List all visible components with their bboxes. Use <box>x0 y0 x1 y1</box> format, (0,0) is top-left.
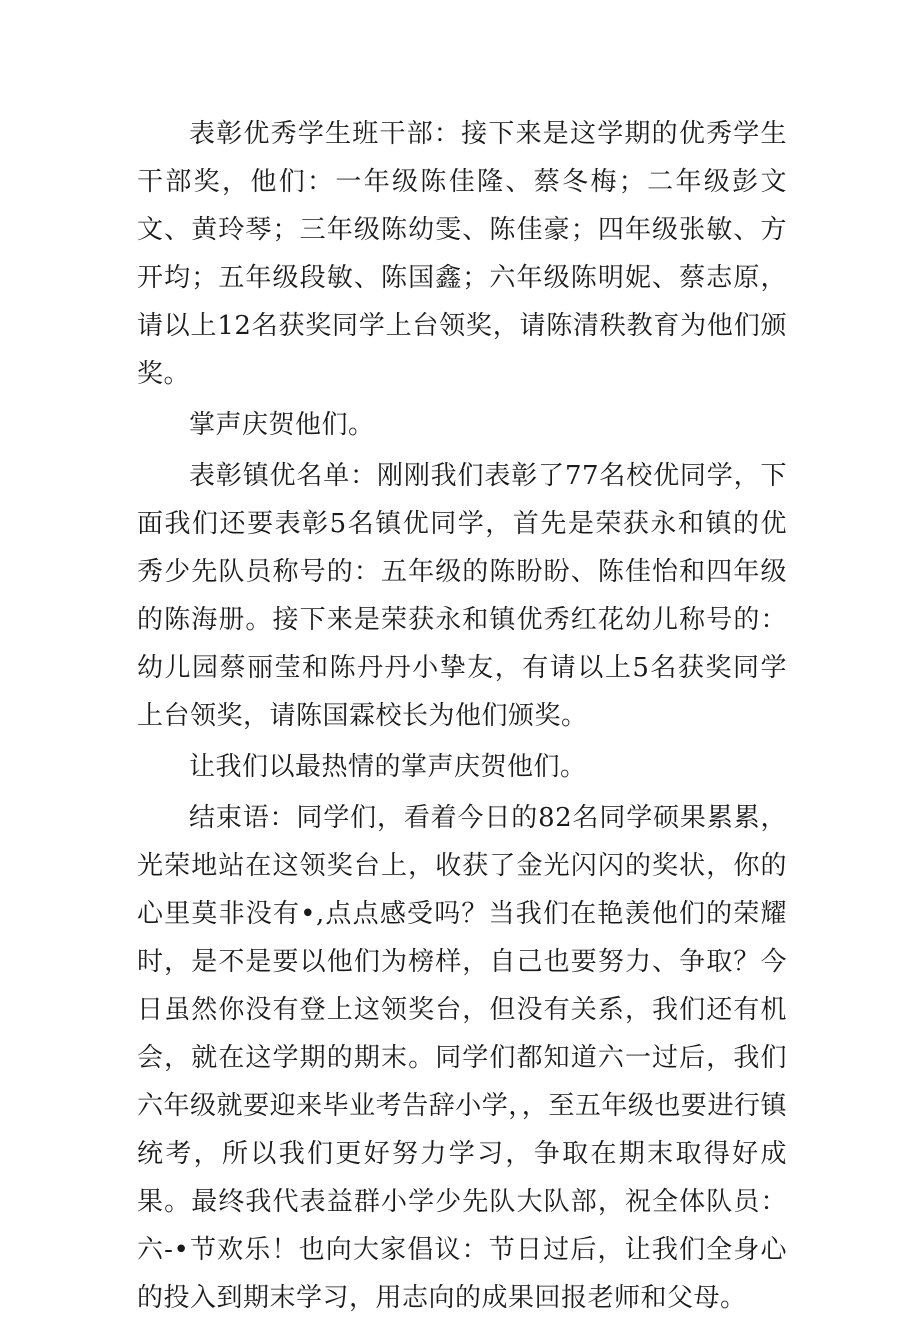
document-body <box>137 110 787 1325</box>
paragraph-applause-2: 让我们以最热情的掌声庆贺他们。 <box>189 752 587 782</box>
paragraph-town-awards: 表彰镇优名单：刚刚我们表彰了77名校优同学，下面我们还要表彰5名镇优同学，首先是荣获永和镇的优秀少先队员称号的：五年级的陈盼盼、陈佳怡和四年级的陈海册。接下来是荣获永和镇优秀红花幼儿称号的：幼儿园蔡丽莹和陈丹丹小挚友，有请以上5名获奖同学上台领奖，请陈国霖校长为他们颁奖。 <box>137 461 787 731</box>
paragraph-closing-remarks: 结束语：同学们，看着今日的82名同学硕果累累，光荣地站在这领奖台上，收获了金光闪闪的奖状，你的心里莫非没有•,点点感受吗？当我们在艳羡他们的荣耀时，是不是要以他们为榜样，自己也要努力、争取？今日虽然你没有登上这领奖台，但没有关系，我们还有机会，就在这学期的期末。同学们都知道六一过后，我们六年级就要迎来毕业考告辞小学，，至五年级也要进行镇统考，所以我们更好努力学习，争取在期末取得好成果。最终我代表益群小学少先队大队部，祝全体队员：六-•节欢乐！也向大家倡议：节日过后，让我们全身心的投入到期末学习，用志向的成果回报老师和父母。 <box>137 803 787 1313</box>
paragraph-cadre-awards: 表彰优秀学生班干部：接下来是这学期的优秀学生干部奖，他们：一年级陈佳隆、蔡冬梅；二年级彭文文、黄玲琴；三年级陈幼雯、陈佳豪；四年级张敏、方开均；五年级段敏、陈国鑫；六年级陈明妮、蔡志原，请以上12名获奖同学上台领奖，请陈清秩教育为他们颁奖。 <box>137 119 787 389</box>
paragraph-applause-1: 掌声庆贺他们。 <box>189 410 375 440</box>
